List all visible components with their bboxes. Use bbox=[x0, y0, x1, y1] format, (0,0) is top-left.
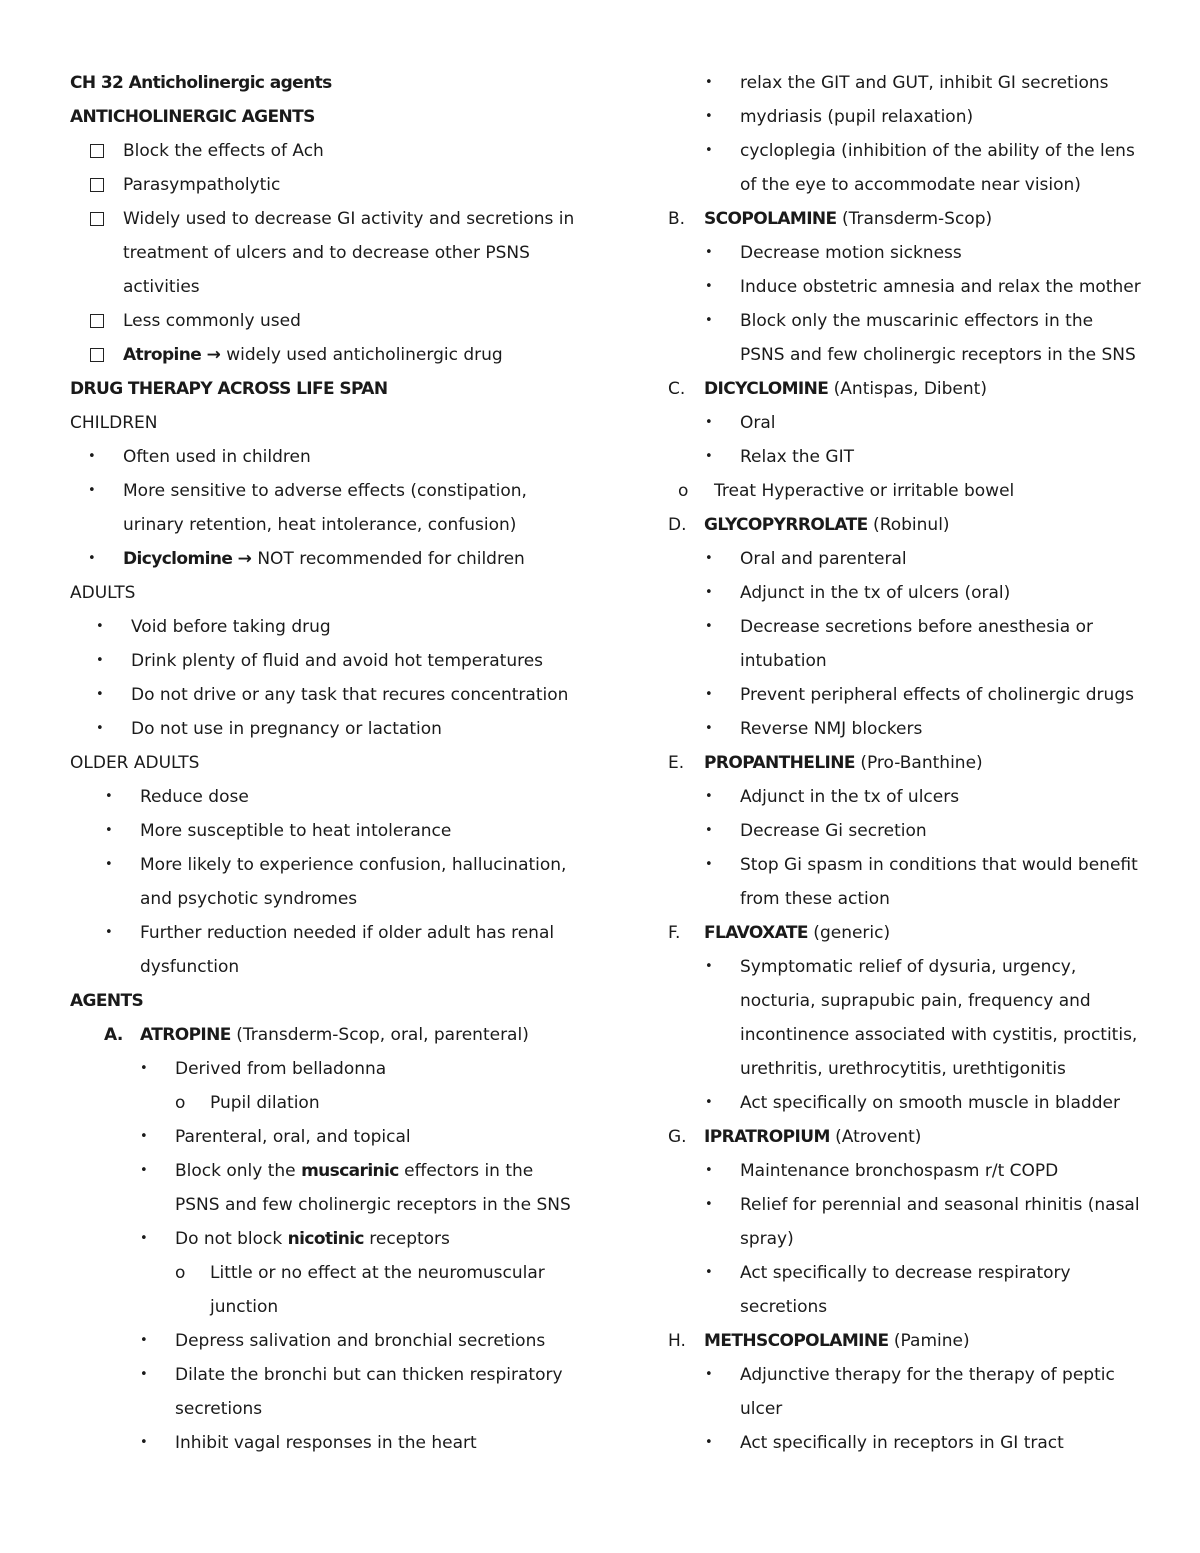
list-item-continuation: secretions bbox=[175, 1399, 263, 1419]
section-heading: AGENTS bbox=[70, 991, 144, 1011]
list-item-continuation: PSNS and few cholinergic receptors in the SNS bbox=[740, 345, 1136, 365]
bullet-icon: • bbox=[705, 245, 713, 260]
sub-list-item: o Little or no effect at the neuromuscular bbox=[175, 1263, 545, 1283]
list-item-continuation: of the eye to accommodate near vision) bbox=[740, 175, 1081, 195]
bullet-icon: • bbox=[705, 619, 713, 634]
sub-list-item: o Treat Hyperactive or irritable bowel bbox=[678, 481, 1015, 501]
section-heading: ANTICHOLINERGIC AGENTS bbox=[70, 107, 315, 127]
list-item: • Decrease secretions before anesthesia or bbox=[668, 610, 1143, 644]
list-item: • Oral bbox=[668, 406, 1143, 440]
list-item-continuation: nocturia, suprapubic pain, frequency and bbox=[740, 991, 1091, 1011]
subsection-label: ADULTS bbox=[70, 583, 136, 603]
bullet-icon: • bbox=[96, 653, 104, 668]
list-item: • Act specifically to decrease respiratory bbox=[668, 1256, 1143, 1290]
list-item: • Dicyclomine → NOT recommended for children bbox=[70, 542, 590, 576]
bullet-icon: • bbox=[96, 721, 104, 736]
bullet-icon: • bbox=[705, 109, 713, 124]
bullet-icon: • bbox=[705, 1265, 713, 1280]
list-item: • Often used in children bbox=[70, 440, 590, 474]
list-item: • Do not use in pregnancy or lactation bbox=[70, 712, 590, 746]
list-item: • cycloplegia (inhibition of the ability of the lens bbox=[668, 134, 1143, 168]
bullet-icon: • bbox=[705, 1367, 713, 1382]
subsection-label: OLDER ADULTS bbox=[70, 753, 200, 773]
right-column bbox=[668, 66, 1143, 1460]
list-item: • Further reduction needed if older adult has renal bbox=[70, 916, 590, 950]
list-item: • Relax the GIT bbox=[668, 440, 1143, 474]
sub-list-item: o Pupil dilation bbox=[175, 1093, 320, 1113]
bullet-icon: • bbox=[705, 279, 713, 294]
list-item: • Void before taking drug bbox=[70, 610, 590, 644]
bullet-icon: • bbox=[705, 551, 713, 566]
agent-heading: E. PROPANTHELINE (Pro-Banthine) bbox=[668, 753, 983, 773]
bullet-icon: • bbox=[705, 959, 713, 974]
left-column bbox=[70, 66, 590, 1460]
list-item: • Derived from belladonna bbox=[70, 1052, 590, 1086]
section-heading: DRUG THERAPY ACROSS LIFE SPAN bbox=[70, 379, 388, 399]
bullet-icon: • bbox=[140, 1367, 148, 1382]
list-item: • Act specifically on smooth muscle in bladder bbox=[668, 1086, 1143, 1120]
list-item-continuation: ulcer bbox=[740, 1399, 783, 1419]
checkbox-icon bbox=[90, 314, 104, 328]
bullet-icon: • bbox=[705, 1197, 713, 1212]
list-item: • Stop Gi spasm in conditions that would benefit bbox=[668, 848, 1143, 882]
agent-heading: C. DICYCLOMINE (Antispas, Dibent) bbox=[668, 379, 987, 399]
list-item: • Do not block nicotinic receptors bbox=[70, 1222, 590, 1256]
list-item: • Induce obstetric amnesia and relax the mother bbox=[668, 270, 1143, 304]
bullet-icon: • bbox=[96, 687, 104, 702]
bullet-icon: • bbox=[705, 823, 713, 838]
agent-heading: F. FLAVOXATE (generic) bbox=[668, 923, 891, 943]
bullet-icon: • bbox=[140, 1061, 148, 1076]
list-item-continuation: urethritis, urethrocytitis, urethtigonitis bbox=[740, 1059, 1066, 1079]
subsection-label: CHILDREN bbox=[70, 413, 158, 433]
list-item: • Relief for perennial and seasonal rhinitis (nasal bbox=[668, 1188, 1143, 1222]
checkbox-icon bbox=[90, 178, 104, 192]
list-item: • Parenteral, oral, and topical bbox=[70, 1120, 590, 1154]
list-item: • More sensitive to adverse effects (constipation, bbox=[70, 474, 590, 508]
bullet-icon: • bbox=[140, 1163, 148, 1178]
page-title: CH 32 Anticholinergic agents bbox=[70, 73, 332, 93]
checkbox-icon bbox=[90, 212, 104, 226]
bullet-icon: • bbox=[105, 823, 113, 838]
list-item: • Reverse NMJ blockers bbox=[668, 712, 1143, 746]
bullet-icon: • bbox=[705, 687, 713, 702]
bullet-icon: • bbox=[705, 857, 713, 872]
bullet-icon: • bbox=[705, 1435, 713, 1450]
list-item-continuation: secretions bbox=[740, 1297, 828, 1317]
bullet-icon: • bbox=[705, 313, 713, 328]
agent-heading: G. IPRATROPIUM (Atrovent) bbox=[668, 1127, 922, 1147]
list-item: • Dilate the bronchi but can thicken respiratory bbox=[70, 1358, 590, 1392]
list-item: • Oral and parenteral bbox=[668, 542, 1143, 576]
bullet-icon: • bbox=[88, 449, 96, 464]
bullet-icon: • bbox=[105, 925, 113, 940]
arrow-right-icon: → bbox=[206, 345, 221, 365]
list-item-continuation: PSNS and few cholinergic receptors in the SNS bbox=[175, 1195, 571, 1215]
list-item: • Decrease Gi secretion bbox=[668, 814, 1143, 848]
list-item: • relax the GIT and GUT, inhibit GI secretions bbox=[668, 66, 1143, 100]
bullet-icon: • bbox=[705, 1095, 713, 1110]
list-item-continuation: incontinence associated with cystitis, proctitis, bbox=[740, 1025, 1138, 1045]
checkbox-icon bbox=[90, 144, 104, 158]
list-item-continuation: dysfunction bbox=[140, 957, 240, 977]
list-item: • Maintenance bronchospasm r/t COPD bbox=[668, 1154, 1143, 1188]
bullet-icon: • bbox=[140, 1333, 148, 1348]
bullet-icon: • bbox=[140, 1435, 148, 1450]
bullet-icon: • bbox=[705, 415, 713, 430]
list-item: • Act specifically in receptors in GI tract bbox=[668, 1426, 1143, 1460]
bullet-icon: • bbox=[705, 585, 713, 600]
bullet-icon: • bbox=[705, 449, 713, 464]
list-item: • Drink plenty of fluid and avoid hot temperatures bbox=[70, 644, 590, 678]
bullet-icon: • bbox=[705, 721, 713, 736]
agent-heading: D. GLYCOPYRROLATE (Robinul) bbox=[668, 515, 950, 535]
list-item: • Depress salivation and bronchial secretions bbox=[70, 1324, 590, 1358]
list-item-continuation: urinary retention, heat intolerance, confusion) bbox=[123, 515, 517, 535]
list-item: Block the effects of Ach bbox=[70, 134, 590, 168]
list-item: • Prevent peripheral effects of cholinergic drugs bbox=[668, 678, 1143, 712]
list-item: • Do not drive or any task that recures concentration bbox=[70, 678, 590, 712]
list-item-continuation: from these action bbox=[740, 889, 890, 909]
checkbox-icon bbox=[90, 348, 104, 362]
list-item: • mydriasis (pupil relaxation) bbox=[668, 100, 1143, 134]
list-item: • Symptomatic relief of dysuria, urgency, bbox=[668, 950, 1143, 984]
list-item: • Inhibit vagal responses in the heart bbox=[70, 1426, 590, 1460]
list-item: • Decrease motion sickness bbox=[668, 236, 1143, 270]
list-item: • Adjunct in the tx of ulcers bbox=[668, 780, 1143, 814]
list-item: • Adjunct in the tx of ulcers (oral) bbox=[668, 576, 1143, 610]
list-item-continuation: treatment of ulcers and to decrease other PSNS bbox=[123, 243, 530, 263]
bullet-icon: • bbox=[88, 483, 96, 498]
list-item: • Block only the muscarinic effectors in the bbox=[668, 304, 1143, 338]
bullet-icon: • bbox=[140, 1231, 148, 1246]
bullet-icon: • bbox=[705, 143, 713, 158]
bullet-icon: • bbox=[88, 551, 96, 566]
list-item: • More susceptible to heat intolerance bbox=[70, 814, 590, 848]
bullet-icon: • bbox=[705, 1163, 713, 1178]
bullet-icon: • bbox=[705, 789, 713, 804]
list-item: Parasympatholytic bbox=[70, 168, 590, 202]
agent-heading: H. METHSCOPOLAMINE (Pamine) bbox=[668, 1331, 970, 1351]
list-item-continuation: junction bbox=[210, 1297, 279, 1317]
list-item-continuation: and psychotic syndromes bbox=[140, 889, 358, 909]
list-item: • More likely to experience confusion, hallucination, bbox=[70, 848, 590, 882]
list-item: • Block only the muscarinic effectors in the bbox=[70, 1154, 590, 1188]
list-item: Widely used to decrease GI activity and secretions in bbox=[70, 202, 590, 236]
bullet-icon: • bbox=[96, 619, 104, 634]
agent-heading: B. SCOPOLAMINE (Transderm-Scop) bbox=[668, 209, 993, 229]
bullet-icon: • bbox=[105, 857, 113, 872]
list-item: Atropine → widely used anticholinergic drug bbox=[70, 338, 590, 372]
bullet-icon: • bbox=[140, 1129, 148, 1144]
list-item-continuation: intubation bbox=[740, 651, 827, 671]
bullet-icon: • bbox=[705, 75, 713, 90]
list-item: Less commonly used bbox=[70, 304, 590, 338]
list-item: • Reduce dose bbox=[70, 780, 590, 814]
list-item-continuation: activities bbox=[123, 277, 200, 297]
list-item: • Adjunctive therapy for the therapy of peptic bbox=[668, 1358, 1143, 1392]
bullet-icon: • bbox=[105, 789, 113, 804]
arrow-right-icon: → bbox=[237, 549, 252, 569]
list-item-continuation: spray) bbox=[740, 1229, 794, 1249]
agent-heading: A. ATROPINE (Transderm-Scop, oral, parenteral) bbox=[104, 1025, 529, 1045]
